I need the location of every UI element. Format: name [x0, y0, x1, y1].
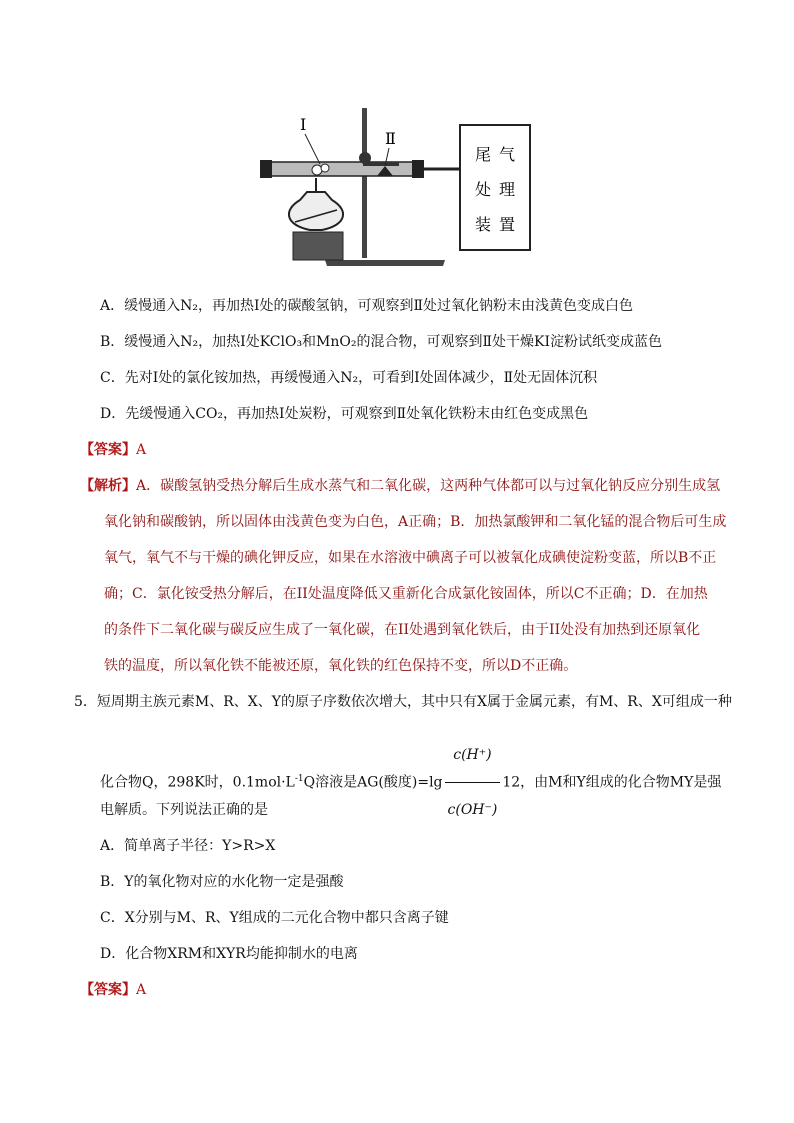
- q5-option-text: Y的氧化物对应的水化物一定是强酸: [124, 874, 344, 890]
- q4-option-text: 先对Ⅰ处的氯化铵加热，再缓慢通入N₂，可看到Ⅰ处固体减少，Ⅱ处无固体沉积: [124, 370, 598, 386]
- q4-option-text: 先缓慢通入CO₂，再加热Ⅰ处炭粉，可观察到Ⅱ处氧化铁粉末由红色变成黑色: [125, 406, 589, 422]
- q5-line2-a: 化合物Q，298K时，0.1mol·L: [100, 774, 295, 791]
- analysis-line-5: 的条件下二氧化碳与碳反应生成了一氧化碳，在II处遇到氧化铁后，由于II处没有加热到还原氧化: [104, 622, 701, 638]
- fraction-numerator: c(H⁺): [445, 730, 501, 783]
- q4-option-b: [100, 333, 662, 351]
- label-i: I: [300, 115, 307, 134]
- label-ii: Ⅱ: [385, 129, 396, 148]
- q5-option-text: 化合物XRM和XYR均能抑制水的电离: [125, 946, 358, 962]
- analysis-line-1: [80, 477, 720, 495]
- q5-line2-sup: -1: [294, 773, 304, 784]
- q5-line2-b: Q溶液是AG(酸度)=lg: [303, 774, 443, 791]
- tail-gas-box: [460, 125, 530, 250]
- box-char-5: 装: [475, 215, 492, 234]
- answer-tag: 【答案】: [80, 442, 136, 458]
- analysis-tag: 【解析】: [80, 478, 136, 494]
- q4-option-letter: A．: [100, 298, 125, 314]
- q4-option-c: [100, 369, 597, 387]
- q5-number: 5．: [74, 694, 97, 710]
- apparatus-figure: [255, 100, 535, 275]
- q5-option-b: [100, 873, 344, 891]
- q5-option-text: X分别与M、R、Y组成的二元化合物中都只含离子键: [124, 910, 449, 926]
- q5-stem-line-3: 电解质。下列说法正确的是: [100, 802, 268, 818]
- ag-fraction: [445, 730, 501, 835]
- lamp-block: [293, 232, 343, 260]
- stand-base: [325, 260, 445, 266]
- tube-stopper-right: [412, 160, 424, 178]
- q5-option-a: [100, 837, 275, 855]
- q5-stem-line-1: [74, 693, 732, 711]
- q5-option-c: [100, 909, 449, 927]
- q4-answer: [80, 441, 146, 459]
- q4-option-letter: B．: [100, 334, 125, 350]
- fraction-denominator: c(OH⁻): [447, 802, 498, 818]
- box-char-1: 尾: [475, 145, 492, 164]
- stand-rod: [362, 108, 367, 258]
- q5-option-letter: A．: [100, 838, 125, 854]
- sample-i-2: [321, 164, 329, 172]
- q5-option-letter: D．: [100, 946, 126, 962]
- q5-option-text: 简单离子半径：Y>R>X: [124, 838, 276, 854]
- box-char-4: 理: [499, 180, 516, 199]
- clamp-arm: [363, 162, 399, 166]
- q5-line2-c: 12，由M和Y组成的化合物MY是强: [502, 774, 722, 791]
- leader-i: [305, 134, 320, 164]
- tube-stopper-left: [260, 160, 272, 178]
- analysis-line-4: 确；C．氯化铵受热分解后，在II处温度降低又重新化合成氯化铵固体，所以C不正确；D．在加热: [104, 586, 708, 602]
- answer-value: A: [136, 982, 147, 998]
- box-char-2: 气: [499, 145, 516, 164]
- q4-option-letter: D．: [100, 406, 126, 422]
- q5-answer: [80, 981, 146, 999]
- q4-option-letter: C．: [100, 370, 125, 386]
- q5-option-letter: C．: [100, 910, 125, 926]
- q4-option-text: 缓慢通入N₂，再加热Ⅰ处的碳酸氢钠，可观察到Ⅱ处过氧化钠粉末由浅黄色变成白色: [124, 298, 634, 314]
- q5-option-d: [100, 945, 358, 963]
- sample-i: [312, 165, 322, 175]
- analysis-line-3: 氧气，氧气不与干燥的碘化钾反应，如果在水溶液中碘离子可以被氧化成碘使淀粉变蓝，所以B不正: [104, 550, 717, 566]
- analysis-line-2: 氧化钠和碳酸钠，所以固体由浅黄色变为白色，A正确；B．加热氯酸钾和二氧化锰的混合物后可生成: [104, 514, 727, 530]
- analysis-text: A．碳酸氢钠受热分解后生成水蒸气和二氧化碳，这两种气体都可以与过氧化钠反应分别生成氢: [136, 478, 721, 494]
- q4-option-a: [100, 297, 633, 315]
- q4-option-d: [100, 405, 588, 423]
- answer-tag: 【答案】: [80, 982, 136, 998]
- q5-option-letter: B．: [100, 874, 125, 890]
- box-char-6: 置: [499, 215, 516, 234]
- q4-option-text: 缓慢通入N₂，加热Ⅰ处KClO₃和MnO₂的混合物，可观察到Ⅱ处干燥KI淀粉试纸变成蓝色: [124, 334, 662, 350]
- analysis-line-6: 铁的温度，所以氧化铁不能被还原，氧化铁的红色保持不变，所以D不正确。: [104, 658, 578, 674]
- answer-value: A: [136, 442, 147, 458]
- box-char-3: 处: [475, 180, 492, 199]
- q5-line1: 短周期主族元素M、R、X、Y的原子序数依次增大，其中只有X属于金属元素，有M、R、X可组成一种: [96, 694, 732, 710]
